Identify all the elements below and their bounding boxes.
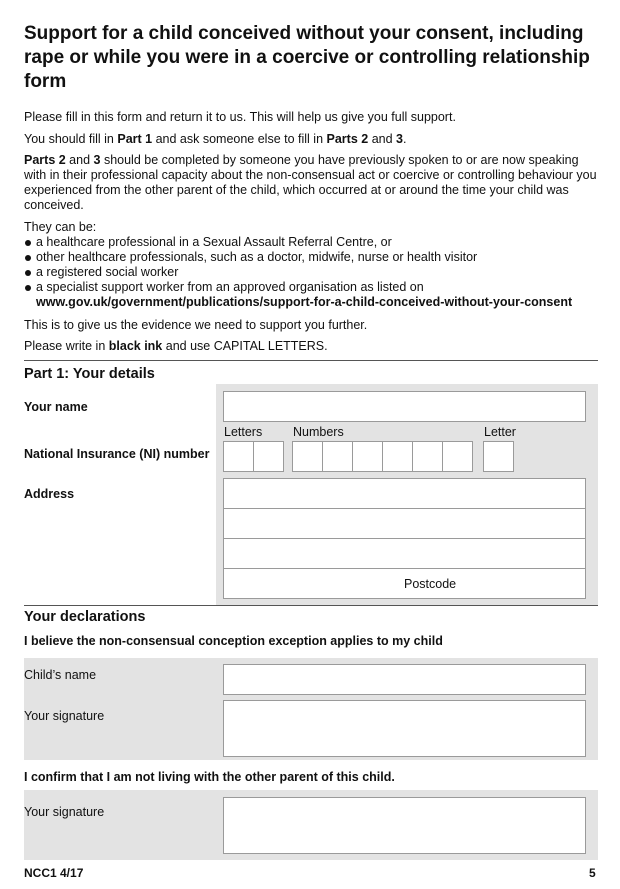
ni-char-box[interactable] [223, 441, 254, 472]
section-divider [24, 605, 598, 606]
your-name-field[interactable] [223, 391, 586, 422]
signature-label-1: Your signature [24, 709, 105, 723]
ni-letters-header: Letters [224, 425, 263, 439]
believe-statement: I believe the non-consensual conception exception applies to my child [24, 634, 443, 648]
ni-numbers-header: Numbers [293, 425, 344, 439]
intro-bold: Part 1 [117, 132, 153, 146]
intro-text: You should fill in [24, 132, 118, 146]
intro-bold: 3 [396, 132, 403, 146]
form-code: NCC1 4/17 [24, 866, 84, 880]
signature-field-1[interactable] [223, 700, 586, 757]
intro-bold: Parts 2 [24, 153, 66, 167]
intro-paragraph-3 [24, 153, 599, 213]
intro-bold: Parts 2 [326, 132, 369, 146]
ni-char-box[interactable] [412, 441, 443, 472]
address-line-1[interactable] [223, 478, 586, 509]
intro-text: . [402, 132, 407, 146]
ni-numbers-group [292, 441, 476, 472]
ni-char-box[interactable] [253, 441, 284, 472]
ni-letter-header: Letter [484, 425, 516, 439]
address-line-3[interactable] [223, 538, 586, 569]
they-can-be-label: They can be: [24, 220, 97, 234]
intro-paragraph-5 [24, 339, 599, 354]
your-name-label: Your name [24, 400, 88, 414]
section-divider [24, 360, 598, 361]
ni-char-box[interactable] [322, 441, 353, 472]
part1-heading: Part 1: Your details [24, 366, 155, 382]
page-number: 5 [589, 866, 596, 880]
ni-number-label: National Insurance (NI) number [24, 447, 210, 461]
declarations-heading: Your declarations [24, 609, 146, 625]
ni-char-box[interactable] [442, 441, 473, 472]
intro-bold: 3 [93, 153, 101, 167]
intro-text: and ask someone else to fill in [152, 132, 327, 146]
intro-text: and use CAPITAL LETTERS. [162, 339, 328, 353]
intro-paragraph-1: Please fill in this form and return it to us. This will help us give you full support. [24, 110, 456, 124]
list-item: a registered social worker [24, 265, 599, 280]
ni-letter-group [483, 441, 514, 472]
ni-char-box[interactable] [483, 441, 514, 472]
intro-text: and [368, 132, 397, 146]
signature-label-2: Your signature [24, 805, 105, 819]
childs-name-label: Child’s name [24, 668, 97, 682]
ni-letters-group [223, 441, 285, 472]
address-line-2[interactable] [223, 508, 586, 539]
childs-name-field[interactable] [223, 664, 586, 695]
ni-char-box[interactable] [382, 441, 413, 472]
intro-text: should be completed by someone you have previously spoken to or are now speaking with in their professional capacity about the non-consensual act or coercive or controlling behaviour you experienced from the other parent of the child, which occurred at or around the time your child was conceived. [24, 153, 597, 212]
ni-char-box[interactable] [352, 441, 383, 472]
form-title: Support for a child conceived without your consent, including rape or while you were in a coercive or controlling relationship form [24, 23, 590, 92]
intro-paragraph-2 [24, 132, 599, 147]
ni-char-box[interactable] [292, 441, 323, 472]
list-item: other healthcare professionals, such as a doctor, midwife, nurse or health visitor [24, 250, 599, 265]
intro-text: and [65, 153, 94, 167]
intro-text: Please write in [24, 339, 109, 353]
signature-field-2[interactable] [223, 797, 586, 854]
list-item: a specialist support worker from an approved organisation as listed on [24, 280, 599, 295]
address-postcode-row[interactable] [223, 568, 586, 599]
address-label: Address [24, 487, 75, 501]
eligible-list [24, 235, 599, 310]
intro-paragraph-4: This is to give us the evidence we need to support you further. [24, 318, 368, 332]
intro-bold: black ink [108, 339, 163, 353]
guidance-link[interactable]: www.gov.uk/government/publications/support-for-a-child-conceived-without-your-consent [36, 295, 573, 309]
list-item: a healthcare professional in a Sexual Assault Referral Centre, or [24, 235, 599, 250]
confirm-statement: I confirm that I am not living with the other parent of this child. [24, 770, 395, 784]
postcode-label: Postcode [404, 577, 457, 591]
